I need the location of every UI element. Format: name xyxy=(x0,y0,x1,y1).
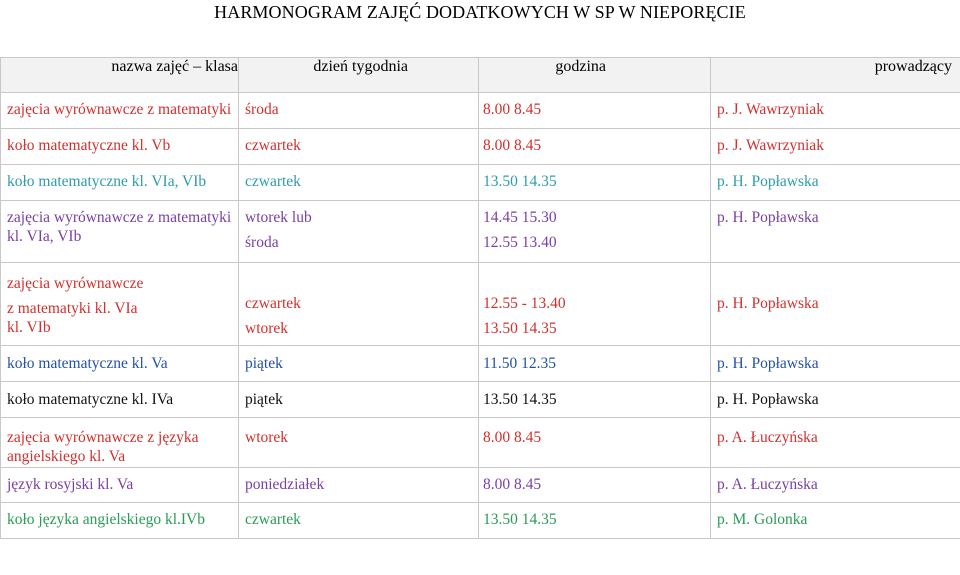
time-text: 14.45 15.30 xyxy=(483,209,557,226)
cell-class xyxy=(1,263,239,346)
class-text: zajęcia wyrównawcze z matematyki xyxy=(7,101,232,118)
time-text: 12.55 13.40 xyxy=(483,234,557,251)
cell-day xyxy=(239,418,479,468)
cell-day xyxy=(239,129,479,165)
day-text: wtorek xyxy=(245,320,289,337)
teacher-text: p. H. Popławska xyxy=(717,391,819,408)
time-text: 11.50 12.35 xyxy=(483,355,557,372)
table-row xyxy=(1,346,960,382)
cell-class xyxy=(1,93,239,129)
table-row xyxy=(1,468,960,503)
cell-class xyxy=(1,418,239,468)
teacher-text: p. J. Wawrzyniak xyxy=(717,101,824,118)
table-row xyxy=(1,382,960,418)
time-text: 13.50 14.35 xyxy=(483,173,557,190)
cell-class xyxy=(1,201,239,263)
cell-time xyxy=(479,346,711,382)
table-row xyxy=(1,93,960,129)
cell-teacher xyxy=(711,165,960,201)
cell-teacher xyxy=(711,468,960,503)
class-text: język rosyjski kl. Va xyxy=(7,476,134,493)
teacher-text: p. A. Łuczyńska xyxy=(717,429,818,446)
teacher-text: p. H. Popławska xyxy=(717,295,819,312)
class-text: zajęcia wyrównawcze z matematyki xyxy=(7,209,232,226)
cell-day xyxy=(239,263,479,346)
time-text: 8.00 8.45 xyxy=(483,137,542,154)
cell-teacher xyxy=(711,93,960,129)
cell-teacher xyxy=(711,418,960,468)
cell-time xyxy=(479,418,711,468)
cell-class xyxy=(1,165,239,201)
class-text: koło matematyczne kl. Va xyxy=(7,355,168,372)
day-text: piątek xyxy=(245,391,283,408)
time-text: 8.00 8.45 xyxy=(483,101,542,118)
time-text: 13.50 14.35 xyxy=(483,511,557,528)
cell-class xyxy=(1,382,239,418)
day-text: wtorek xyxy=(245,429,289,446)
header-row xyxy=(1,58,960,93)
cell-time xyxy=(479,263,711,346)
day-text: piątek xyxy=(245,355,283,372)
time-text: 8.00 8.45 xyxy=(483,429,542,446)
table-row xyxy=(1,165,960,201)
class-text: kl. VIa, VIb xyxy=(7,228,82,245)
page-title: HARMONOGRAM ZAJĘĆ DODATKOWYCH W SP W NIEPORĘCIE xyxy=(214,2,746,22)
cell-teacher xyxy=(711,129,960,165)
class-text: zajęcia wyrównawcze xyxy=(7,275,144,292)
schedule-table xyxy=(0,57,960,539)
cell-time xyxy=(479,503,711,539)
table-row xyxy=(1,201,960,263)
teacher-text: p. A. Łuczyńska xyxy=(717,476,818,493)
cell-time xyxy=(479,165,711,201)
table-row xyxy=(1,503,960,539)
cell-time xyxy=(479,93,711,129)
time-text: 13.50 14.35 xyxy=(483,320,557,337)
cell-teacher xyxy=(711,346,960,382)
teacher-text: p. H. Popławska xyxy=(717,355,819,372)
day-text: poniedziałek xyxy=(245,476,325,493)
teacher-text: p. M. Golonka xyxy=(717,511,808,528)
time-text: 12.55 - 13.40 xyxy=(483,295,566,312)
schedule-body xyxy=(1,93,960,539)
time-text: 8.00 8.45 xyxy=(483,476,542,493)
cell-time xyxy=(479,468,711,503)
class-text: koło matematyczne kl. Vb xyxy=(7,137,171,154)
table-row xyxy=(1,129,960,165)
day-text: środa xyxy=(245,101,279,118)
class-text: koło języka angielskiego kl.IVb xyxy=(7,511,206,528)
cell-teacher xyxy=(711,503,960,539)
day-text: czwartek xyxy=(245,137,301,154)
cell-class xyxy=(1,129,239,165)
cell-day xyxy=(239,165,479,201)
day-text: czwartek xyxy=(245,295,301,312)
cell-day xyxy=(239,201,479,263)
cell-time xyxy=(479,129,711,165)
day-text: środa xyxy=(245,234,279,251)
cell-day xyxy=(239,503,479,539)
class-text: z matematyki kl. VIa xyxy=(7,300,138,317)
class-text: angielskiego kl. Va xyxy=(7,448,126,465)
header-day: dzień tygodnia xyxy=(239,58,479,93)
cell-time xyxy=(479,201,711,263)
cell-class xyxy=(1,346,239,382)
cell-day xyxy=(239,93,479,129)
cell-teacher xyxy=(711,382,960,418)
day-text: czwartek xyxy=(245,511,301,528)
cell-day xyxy=(239,468,479,503)
cell-class xyxy=(1,468,239,503)
header-class: nazwa zajęć – klasa xyxy=(1,58,239,93)
class-text: koło matematyczne kl. IVa xyxy=(7,391,174,408)
teacher-text: p. H. Popławska xyxy=(717,209,819,226)
table-row xyxy=(1,418,960,468)
header-teacher: prowadzący xyxy=(711,58,960,93)
class-text: koło matematyczne kl. VIa, VIb xyxy=(7,173,207,190)
cell-class xyxy=(1,503,239,539)
class-text: kl. VIb xyxy=(7,319,51,336)
class-text: zajęcia wyrównawcze z języka xyxy=(7,429,199,446)
teacher-text: p. H. Popławska xyxy=(717,173,819,190)
table-row xyxy=(1,263,960,346)
time-text: 13.50 14.35 xyxy=(483,391,557,408)
header-time: godzina xyxy=(479,58,711,93)
cell-teacher xyxy=(711,263,960,346)
teacher-text: p. J. Wawrzyniak xyxy=(717,137,824,154)
day-text: wtorek lub xyxy=(245,209,312,226)
cell-teacher xyxy=(711,201,960,263)
cell-day xyxy=(239,346,479,382)
cell-time xyxy=(479,382,711,418)
cell-day xyxy=(239,382,479,418)
day-text: czwartek xyxy=(245,173,301,190)
